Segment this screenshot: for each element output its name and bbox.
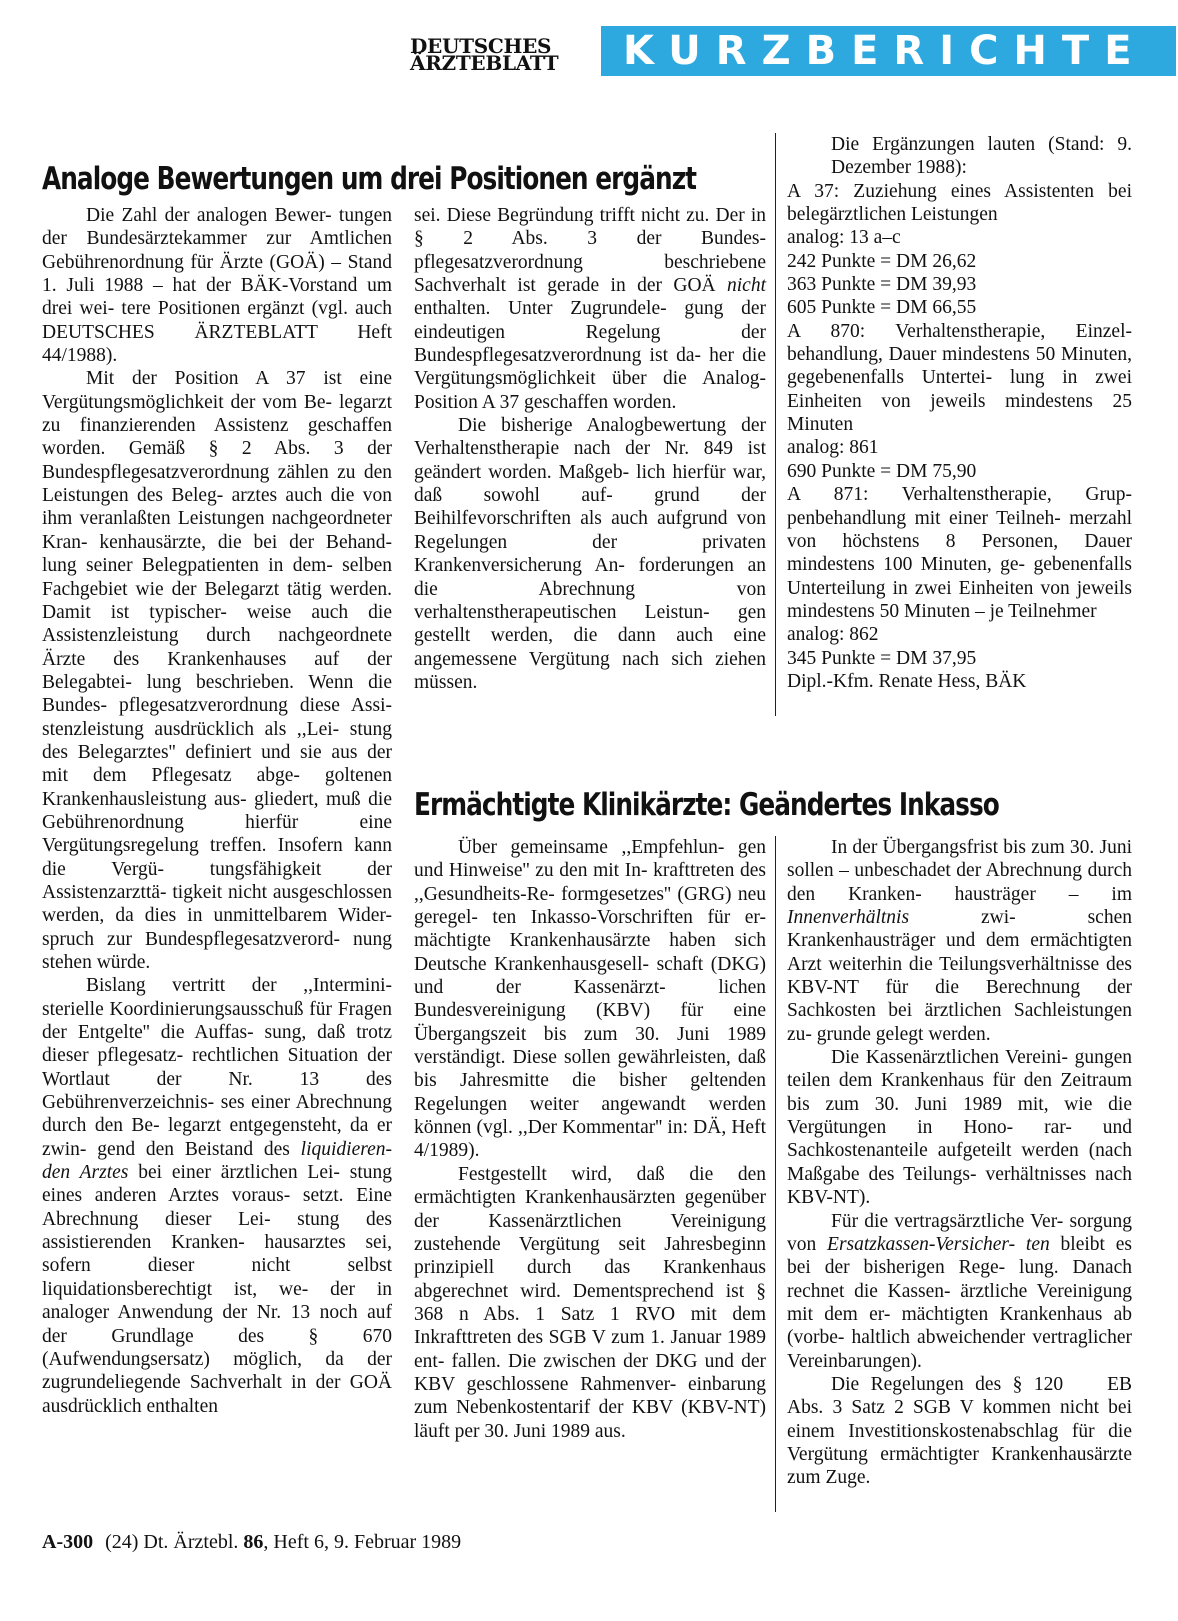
author-signature: Dipl.-Kfm. Renate Hess, BÄK [787, 670, 1027, 692]
emphasis: Innenverhältnis [787, 907, 910, 929]
emphasis: nicht [727, 275, 766, 297]
article1-column2 [414, 204, 766, 694]
citation-suffix: , Heft 6, 9. Februar 1989 [263, 1531, 462, 1553]
paragraph: Bislang vertritt der ,,Intermini- sterielle Koordinierungsausschuß für Fragen der Entgelte'' die Auffas- sung, daß trotz dieser pflegesatz- rechtlichen Situation der Wortlaut der Nr. 13 des Gebührenverzeichnis- ses einer Abrechnung durch den Be- legarzt entgegensteht, da er zwin- gend den Beistand des liquidieren- den Arztes bei einer ärztlichen Lei- stung eines anderen Arztes voraus- setzt. Eine Abrechnung dieser Lei- stung des assistierenden Kranken- hausarztes sei, sofern dieser nicht selbst liquidationsberechtigt ist, we- der in analoger Anwendung der Nr. 13 noch auf der Grundlage des § 670 (Aufwendungsersatz) möglich, da der zugrundeliegende Sachverhalt in der GOÄ ausdrücklich enthalten [42, 975, 392, 1417]
article2-column1 [414, 836, 766, 1443]
paragraph: Die Kassenärztlichen Vereini- gungen teilen dem Krankenhaus für den Zeitraum bis zum 30. Juni 1989 mit, wie die Vergütungen in Hono- rar- und Sachkostenanteile aufgeteilt werden (nach Maßgabe des Teilungs- verhältnisses nach KBV-NT). [787, 1047, 1132, 1209]
paragraph: Die Zahl der analogen Bewer- tungen der Bundesärztekammer zur Amtlichen Gebührenordnung für Ärzte (GOÄ) – Stand 1. Juli 1988 – hat der BÄK-Vorstand um drei wei- tere Positionen ergänzt (vgl. auch DEUTSCHES ÄRZTEBLATT Heft 44/1988). [42, 205, 392, 367]
masthead-logo [410, 34, 585, 75]
position-a870-analog: analog: 861 [787, 437, 879, 459]
masthead-line1: DEUTSCHES [410, 34, 552, 58]
position-a37-title: A 37: Zuziehung eines Assistenten bei belegärztlichen Leistungen [787, 180, 1132, 226]
paragraph: In der Übergangsfrist bis zum 30. Juni sollen – unbeschadet der Abrechnung durch den Kranken- hausträger – im Innenverhältnis zwi- schen Krankenhausträger und dem ermächtigten Arzt weiterhin die Teilungsverhältnisse des KBV-NT für die Berechnung der Sachkosten bei ärztlichen Sachleistungen zu- grunde gelegt werden. [787, 837, 1132, 1045]
page-number: A-300 [42, 1531, 94, 1553]
column-rule [775, 836, 776, 1512]
position-a37-analog: analog: 13 a–c [787, 227, 901, 249]
position-a37-rate: 605 Punkte = DM 66,55 [787, 297, 977, 319]
column-rule [775, 133, 776, 716]
author-initials: EB [1107, 1373, 1132, 1395]
article1-title: Analoge Bewertungen um drei Positionen ergänzt [42, 160, 697, 197]
paragraph: Die bisherige Analogbewertung der Verhaltenstherapie nach der Nr. 849 ist geändert worden. Maßgeb- lich hierfür war, daß sowohl auf- grund der Beihilfevorschriften als auch aufgrund von Regelungen der privaten Krankenversicherung An- forderungen an die Abrechnung von verhaltenstherapeutischen Leistun- gen gestellt werden, die dann auch eine angemessene Vergütung nach sich ziehen müssen. [414, 415, 766, 693]
paragraph: Festgestellt wird, daß die den ermächtigten Krankenhausärzten gegenüber der Kassenärztlichen Vereinigung zustehende Vergütung seit Jahresbeginn prinzipiell durch das Krankenhaus abgerechnet wird. Dementsprechend ist § 368 n Abs. 1 Satz 1 RVO mit dem Inkrafttreten des SGB V zum 1. Januar 1989 ent- fallen. Die zwischen der DKG und der KBV geschlossene Rahmenver- einbarung zum Nebenkostentarif der KBV (KBV-NT) läuft per 30. Juni 1989 aus. [414, 1163, 766, 1442]
list-intro: Die Ergänzungen lauten (Stand: 9. Dezember 1988): [831, 134, 1132, 179]
citation-prefix: (24) Dt. Ärztebl. [105, 1531, 244, 1553]
paragraph: Mit der Position A 37 ist eine Vergütungsmöglichkeit der vom Be- legarzt zu finanzierenden Assistenz geschaffen worden. Gemäß § 2 Abs. 3 der Bundespflegesatzverordnung zählen zu den Leistungen des Beleg- arztes auch die von ihm veranlaßten Leistungen nachgeordneter Kran- kenhausärzte, die bei der Behand- lung seiner Belegpatienten in dem- selben Fachgebiet wie der Belegarzt tätig werden. Damit ist typischer- weise auch die Assistenzleistung durch nachgeordnete Ärzte des Krankenhauses auf der Belegabtei- lung beschrieben. Wenn die Bundes- pflegesatzverordnung diese Assi- stenzleistung ausdrücklich als ,,Lei- stung des Belegarztes'' definiert und sie aus der mit dem Pflegesatz abge- goltenen Krankenhausleistung aus- gliedert, muß die Gebührenordnung hierfür eine Vergütungsregelung treffen. Insofern kann die Vergü- tungsfähigkeit der Assistenzarzttä- tigkeit nicht ausgeschlossen werden, da dies in unmittelbarem Wider- spruch zur Bundespflegesatzverord- nung stehen würde. [42, 368, 392, 973]
position-a37-rate: 363 Punkte = DM 39,93 [787, 274, 977, 296]
position-a870-title: A 870: Verhaltenstherapie, Einzel- behandlung, Dauer mindestens 50 Minuten, gegebenenfalls Untertei- lung in zwei Einheiten von jeweils mindestens 25 Minuten [787, 320, 1132, 436]
position-a871-rate: 345 Punkte = DM 37,95 [787, 647, 977, 669]
position-a871-analog: analog: 862 [787, 624, 879, 646]
emphasis: liquidieren- den Arztes [42, 1138, 392, 1184]
article2-title: Ermächtigte Klinikärzte: Geändertes Inkasso [414, 786, 999, 823]
position-a37-rate: 242 Punkte = DM 26,62 [787, 250, 977, 272]
position-a870-rate: 690 Punkte = DM 75,90 [787, 460, 977, 482]
paragraph: Für die vertragsärztliche Ver- sorgung von Ersatzkassen-Versicher- ten bleibt es bei der bisherigen Rege- lung. Danach rechnet die Kassen- ärztliche Vereinigung mit dem er- mächtigten Krankenhaus ab (vorbe- haltlich abweichender vertraglicher Vereinbarungen). [787, 1210, 1132, 1372]
article2-column2 [787, 836, 1132, 1490]
article1-column1 [42, 204, 392, 1418]
paragraph: EB Die Regelungen des § 120 Abs. 3 Satz 2 SGB V kommen nicht bei einem Investitionskostenabschlag für die Vergütung ermächtigter Krankenhausärzte zum Zuge. [787, 1373, 1132, 1489]
masthead-line2: ÄRZTEBLATT [410, 51, 559, 75]
emphasis: Ersatzkassen-Versicher- ten [827, 1233, 1050, 1255]
position-a871-title: A 871: Verhaltenstherapie, Grup- penbehandlung mit einer Teilneh- merzahl von höchstens 8 Personen, Dauer mindestens 100 Minuten, ge- gebenenfalls Unterteilung in zwei Einheiten von jeweils mindestens 50 Minuten – je Teilnehmer [787, 484, 1132, 622]
paragraph: sei. Diese Begründung trifft nicht zu. Der in § 2 Abs. 3 der Bundes- pflegesatzverordnung beschriebene Sachverhalt ist gerade in der GOÄ nicht enthalten. Unter Zugrundele- gung der eindeutigen Regelung der Bundespflegesatzverordnung ist da- her die Vergütungsmöglichkeit über die Analog-Position A 37 geschaffen worden. [414, 205, 766, 413]
section-banner: KURZBERICHTE [601, 26, 1176, 76]
paragraph: Über gemeinsame ,,Empfehlun- gen und Hinweise'' zu den mit In- krafttreten des ,,Gesundheits-Re- formgesetzes'' (GRG) neu geregel- ten Inkasso-Vorschriften für er- mächtigte Krankenhausärzte haben sich Deutsche Krankenhausgesell- schaft (DKG) und der Kassenärzt- lichen Bundesvereinigung (KBV) für eine Übergangszeit bis zum 30. Juni 1989 verständigt. Diese sollen gewährleisten, daß bis Jahresmitte die bisher geltenden Regelungen weiter angewandt werden können (vgl. ,,Der Kommentar'' in: DÄ, Heft 4/1989). [414, 837, 766, 1162]
article1-column3 [787, 133, 1132, 693]
volume-number: 86 [243, 1531, 264, 1553]
page-footer [42, 1530, 461, 1554]
